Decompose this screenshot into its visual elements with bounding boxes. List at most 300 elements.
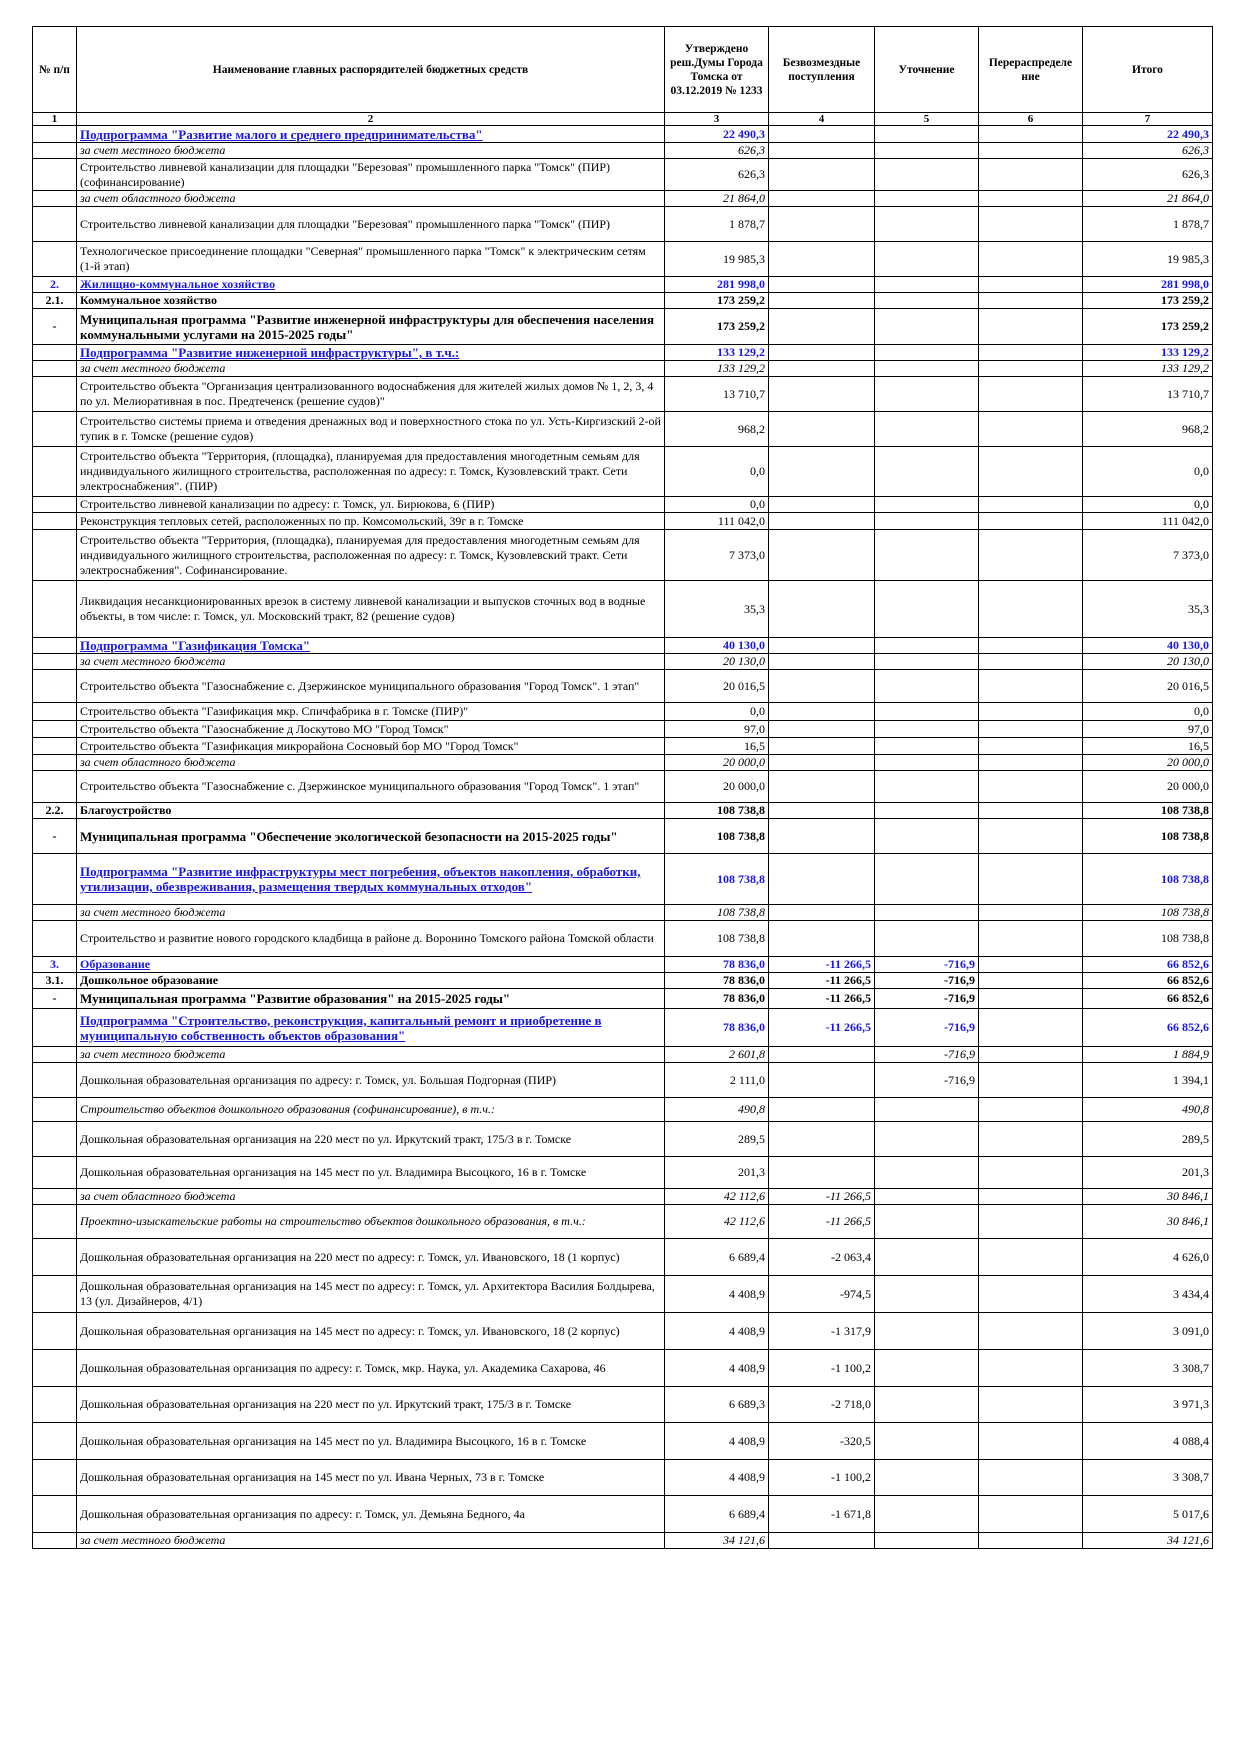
row-clarify-value [875, 1157, 979, 1189]
row-redistrib-value [979, 1387, 1083, 1423]
row-clarify-value [875, 497, 979, 513]
row-number [33, 854, 77, 905]
row-number [33, 1063, 77, 1098]
table-row [33, 377, 1213, 412]
header-num: № п/п [33, 27, 77, 113]
row-approved-value: 133 129,2 [665, 345, 769, 361]
row-number [33, 497, 77, 513]
row-grants-value: -11 266,5 [769, 1205, 875, 1239]
row-approved-value: 20 016,5 [665, 670, 769, 703]
row-name: Подпрограмма "Развитие инженерной инфраструктуры", в т.ч.: [77, 345, 665, 361]
row-grants-value [769, 1157, 875, 1189]
row-number [33, 581, 77, 638]
table-row [33, 159, 1213, 191]
row-grants-value [769, 530, 875, 581]
row-clarify-value [875, 513, 979, 530]
row-name: Строительство объекта "Газоснабжение с. Дзержинское муниципального образования "Город Томск". 1 этап" [77, 771, 665, 803]
row-name: Строительство ливневой канализации по адресу: г. Томск, ул. Бирюкова, 6 (ПИР) [77, 497, 665, 513]
row-clarify-value [875, 412, 979, 447]
row-number [33, 191, 77, 207]
row-redistrib-value [979, 497, 1083, 513]
table-row [33, 1205, 1213, 1239]
row-total-value: 66 852,6 [1083, 973, 1213, 989]
row-clarify-value [875, 377, 979, 412]
table-row [33, 1350, 1213, 1387]
row-redistrib-value [979, 581, 1083, 638]
row-total-value: 20 000,0 [1083, 771, 1213, 803]
row-clarify-value [875, 293, 979, 309]
row-redistrib-value [979, 721, 1083, 738]
row-clarify-value [875, 1239, 979, 1276]
row-grants-value: -1 317,9 [769, 1313, 875, 1350]
row-number [33, 1350, 77, 1387]
row-total-value: 173 259,2 [1083, 293, 1213, 309]
row-approved-value: 78 836,0 [665, 989, 769, 1009]
row-clarify-value: -716,9 [875, 973, 979, 989]
table-row [33, 721, 1213, 738]
row-grants-value [769, 654, 875, 670]
row-grants-value [769, 819, 875, 854]
row-approved-value: 173 259,2 [665, 309, 769, 345]
row-grants-value [769, 412, 875, 447]
row-clarify-value [875, 1423, 979, 1460]
row-approved-value: 289,5 [665, 1122, 769, 1157]
row-approved-value: 34 121,6 [665, 1533, 769, 1549]
table-row [33, 854, 1213, 905]
row-approved-value: 968,2 [665, 412, 769, 447]
row-redistrib-value [979, 989, 1083, 1009]
row-redistrib-value [979, 1205, 1083, 1239]
table-row [33, 1387, 1213, 1423]
row-clarify-value: -716,9 [875, 1063, 979, 1098]
row-grants-value [769, 377, 875, 412]
row-name: Коммунальное хозяйство [77, 293, 665, 309]
row-total-value: 30 846,1 [1083, 1189, 1213, 1205]
row-name: Муниципальная программа "Развитие инженерной инфраструктуры для обеспечения населения коммунальными услугами на 2015-2025 годы" [77, 309, 665, 345]
row-clarify-value [875, 1350, 979, 1387]
row-redistrib-value [979, 447, 1083, 497]
row-approved-value: 4 408,9 [665, 1276, 769, 1313]
table-row [33, 277, 1213, 293]
row-number [33, 143, 77, 159]
table-row [33, 957, 1213, 973]
row-redistrib-value [979, 1098, 1083, 1122]
row-grants-value [769, 497, 875, 513]
row-name: Подпрограмма "Газификация Томска" [77, 638, 665, 654]
row-total-value: 30 846,1 [1083, 1205, 1213, 1239]
row-name: Строительство объекта "Газификация мкр. Спичфабрика в г. Томске (ПИР)" [77, 703, 665, 721]
row-grants-value [769, 126, 875, 143]
row-clarify-value [875, 670, 979, 703]
row-total-value: 133 129,2 [1083, 361, 1213, 377]
row-number [33, 771, 77, 803]
row-name: за счет местного бюджета [77, 1533, 665, 1549]
row-grants-value [769, 207, 875, 242]
row-number: 2. [33, 277, 77, 293]
row-number [33, 1189, 77, 1205]
row-number: - [33, 309, 77, 345]
row-grants-value [769, 854, 875, 905]
row-grants-value: -2 718,0 [769, 1387, 875, 1423]
row-number [33, 447, 77, 497]
row-number [33, 242, 77, 277]
row-redistrib-value [979, 126, 1083, 143]
row-redistrib-value [979, 159, 1083, 191]
row-clarify-value [875, 1276, 979, 1313]
row-redistrib-value [979, 973, 1083, 989]
row-redistrib-value [979, 703, 1083, 721]
row-clarify-value [875, 738, 979, 755]
row-approved-value: 201,3 [665, 1157, 769, 1189]
row-redistrib-value [979, 530, 1083, 581]
table-row [33, 530, 1213, 581]
row-grants-value [769, 309, 875, 345]
row-name: Дошкольная образовательная организация на 145 мест по ул. Ивана Черных, 73 в г. Томске [77, 1460, 665, 1496]
table-row [33, 126, 1213, 143]
row-name: Муниципальная программа "Обеспечение экологической безопасности на 2015-2025 годы" [77, 819, 665, 854]
row-name: Строительство объекта "Территория, (площадка), планируемая для предоставления многодетным семьям для индивидуального жилищного строительства, расположенная по адресу: г. Томск, Кузовлевский тракт. Сети электроснабжения". Софинансирование. [77, 530, 665, 581]
row-grants-value [769, 755, 875, 771]
row-approved-value: 108 738,8 [665, 905, 769, 921]
row-grants-value [769, 703, 875, 721]
table-row [33, 1063, 1213, 1098]
row-total-value: 108 738,8 [1083, 854, 1213, 905]
row-number: - [33, 989, 77, 1009]
row-redistrib-value [979, 1496, 1083, 1533]
row-grants-value [769, 921, 875, 957]
header-redistrib: Перераспределе ние [979, 27, 1083, 113]
row-redistrib-value [979, 513, 1083, 530]
header-grants: Безвозмездные поступления [769, 27, 875, 113]
row-number [33, 530, 77, 581]
row-name: Подпрограмма "Строительство, реконструкция, капитальный ремонт и приобретение в муниципальную собственность объектов образования" [77, 1009, 665, 1047]
row-approved-value: 490,8 [665, 1098, 769, 1122]
row-clarify-value [875, 1387, 979, 1423]
colnum: 1 [33, 113, 77, 126]
row-clarify-value [875, 854, 979, 905]
row-clarify-value [875, 905, 979, 921]
row-total-value: 0,0 [1083, 497, 1213, 513]
row-grants-value [769, 159, 875, 191]
table-row [33, 1157, 1213, 1189]
row-clarify-value [875, 638, 979, 654]
row-approved-value: 42 112,6 [665, 1205, 769, 1239]
row-name: Дошкольная образовательная организация на 145 мест по ул. Владимира Высоцкого, 16 в г. Томске [77, 1157, 665, 1189]
row-grants-value: -1 100,2 [769, 1460, 875, 1496]
row-approved-value: 20 000,0 [665, 755, 769, 771]
row-total-value: 1 878,7 [1083, 207, 1213, 242]
header-name: Наименование главных распорядителей бюджетных средств [77, 27, 665, 113]
row-number [33, 921, 77, 957]
row-clarify-value [875, 361, 979, 377]
row-redistrib-value [979, 1239, 1083, 1276]
row-total-value: 40 130,0 [1083, 638, 1213, 654]
row-redistrib-value [979, 1533, 1083, 1549]
row-clarify-value [875, 755, 979, 771]
row-name: Строительство объекта "Газификация микрорайона Сосновый бор МО "Город Томск" [77, 738, 665, 755]
table-row [33, 819, 1213, 854]
row-approved-value: 21 864,0 [665, 191, 769, 207]
row-number [33, 1496, 77, 1533]
row-name: Реконструкция тепловых сетей, расположенных по пр. Комсомольский, 39г в г. Томске [77, 513, 665, 530]
row-total-value: 626,3 [1083, 159, 1213, 191]
row-grants-value [769, 513, 875, 530]
row-redistrib-value [979, 191, 1083, 207]
row-grants-value: -11 266,5 [769, 973, 875, 989]
row-total-value: 133 129,2 [1083, 345, 1213, 361]
row-redistrib-value [979, 670, 1083, 703]
row-grants-value [769, 1047, 875, 1063]
row-total-value: 108 738,8 [1083, 921, 1213, 957]
row-name: Дошкольная образовательная организация на 145 мест по адресу: г. Томск, ул. Архитектора Василия Болдырева, 13 (ул. Дизайнеров, 4/1) [77, 1276, 665, 1313]
row-redistrib-value [979, 143, 1083, 159]
row-name: Проектно-изыскательские работы на строительство объектов дошкольного образования, в т.ч.: [77, 1205, 665, 1239]
row-approved-value: 6 689,4 [665, 1496, 769, 1533]
table-row [33, 803, 1213, 819]
row-approved-value: 1 878,7 [665, 207, 769, 242]
row-grants-value: -974,5 [769, 1276, 875, 1313]
row-number [33, 670, 77, 703]
row-clarify-value [875, 803, 979, 819]
row-clarify-value [875, 207, 979, 242]
table-row [33, 191, 1213, 207]
row-clarify-value [875, 530, 979, 581]
row-clarify-value [875, 309, 979, 345]
row-approved-value: 22 490,3 [665, 126, 769, 143]
row-grants-value: -11 266,5 [769, 1189, 875, 1205]
row-number [33, 638, 77, 654]
row-name: за счет областного бюджета [77, 1189, 665, 1205]
row-total-value: 35,3 [1083, 581, 1213, 638]
row-grants-value [769, 638, 875, 654]
row-number [33, 1098, 77, 1122]
row-name: за счет местного бюджета [77, 143, 665, 159]
row-name: Строительство объектов дошкольного образования (софинансирование), в т.ч.: [77, 1098, 665, 1122]
column-number-row [33, 113, 1213, 126]
row-approved-value: 108 738,8 [665, 819, 769, 854]
table-row [33, 309, 1213, 345]
budget-page [32, 26, 1212, 1549]
row-total-value: 13 710,7 [1083, 377, 1213, 412]
row-name: Дошкольная образовательная организация по адресу: г. Томск, мкр. Наука, ул. Академика Сахарова, 46 [77, 1350, 665, 1387]
row-total-value: 20 000,0 [1083, 755, 1213, 771]
row-approved-value: 4 408,9 [665, 1460, 769, 1496]
row-number [33, 1313, 77, 1350]
row-name: Образование [77, 957, 665, 973]
row-redistrib-value [979, 1047, 1083, 1063]
table-row [33, 921, 1213, 957]
row-redistrib-value [979, 207, 1083, 242]
colnum: 3 [665, 113, 769, 126]
table-row [33, 989, 1213, 1009]
row-clarify-value [875, 126, 979, 143]
row-total-value: 3 971,3 [1083, 1387, 1213, 1423]
row-clarify-value: -716,9 [875, 957, 979, 973]
row-clarify-value [875, 654, 979, 670]
row-name: Дошкольная образовательная организация на 220 мест по адресу: г. Томск, ул. Ивановского, 18 (1 корпус) [77, 1239, 665, 1276]
row-total-value: 201,3 [1083, 1157, 1213, 1189]
row-total-value: 111 042,0 [1083, 513, 1213, 530]
row-number [33, 755, 77, 771]
row-grants-value: -2 063,4 [769, 1239, 875, 1276]
row-number [33, 1122, 77, 1157]
row-grants-value [769, 1122, 875, 1157]
row-approved-value: 281 998,0 [665, 277, 769, 293]
row-name: за счет областного бюджета [77, 191, 665, 207]
row-grants-value [769, 905, 875, 921]
row-total-value: 3 308,7 [1083, 1460, 1213, 1496]
row-clarify-value [875, 703, 979, 721]
row-approved-value: 2 111,0 [665, 1063, 769, 1098]
row-clarify-value [875, 1460, 979, 1496]
row-name: Муниципальная программа "Развитие образования" на 2015-2025 годы" [77, 989, 665, 1009]
row-approved-value: 42 112,6 [665, 1189, 769, 1205]
row-number [33, 905, 77, 921]
row-grants-value [769, 447, 875, 497]
header-row [33, 27, 1213, 113]
row-redistrib-value [979, 803, 1083, 819]
row-approved-value: 133 129,2 [665, 361, 769, 377]
row-total-value: 4 626,0 [1083, 1239, 1213, 1276]
row-total-value: 490,8 [1083, 1098, 1213, 1122]
row-approved-value: 111 042,0 [665, 513, 769, 530]
row-clarify-value [875, 1496, 979, 1533]
table-row [33, 654, 1213, 670]
row-clarify-value [875, 921, 979, 957]
row-total-value: 16,5 [1083, 738, 1213, 755]
row-clarify-value [875, 1189, 979, 1205]
row-grants-value: -11 266,5 [769, 957, 875, 973]
table-row [33, 361, 1213, 377]
row-clarify-value: -716,9 [875, 989, 979, 1009]
row-approved-value: 108 738,8 [665, 854, 769, 905]
row-redistrib-value [979, 654, 1083, 670]
row-grants-value: -11 266,5 [769, 1009, 875, 1047]
row-total-value: 5 017,6 [1083, 1496, 1213, 1533]
row-approved-value: 16,5 [665, 738, 769, 755]
row-clarify-value: -716,9 [875, 1009, 979, 1047]
table-row [33, 1533, 1213, 1549]
row-clarify-value [875, 191, 979, 207]
table-row [33, 1496, 1213, 1533]
row-approved-value: 4 408,9 [665, 1350, 769, 1387]
row-approved-value: 6 689,4 [665, 1239, 769, 1276]
row-approved-value: 7 373,0 [665, 530, 769, 581]
row-name: за счет областного бюджета [77, 755, 665, 771]
row-clarify-value [875, 159, 979, 191]
row-name: Строительство объекта "Газоснабжение с. Дзержинское муниципального образования "Город Томск". 1 этап" [77, 670, 665, 703]
row-grants-value [769, 361, 875, 377]
row-grants-value [769, 771, 875, 803]
row-redistrib-value [979, 1313, 1083, 1350]
row-clarify-value [875, 771, 979, 803]
row-grants-value [769, 242, 875, 277]
row-grants-value [769, 1063, 875, 1098]
table-row [33, 1313, 1213, 1350]
row-grants-value [769, 143, 875, 159]
row-number [33, 1276, 77, 1313]
row-number [33, 207, 77, 242]
row-total-value: 108 738,8 [1083, 803, 1213, 819]
table-row [33, 497, 1213, 513]
row-number [33, 654, 77, 670]
row-number [33, 1157, 77, 1189]
row-total-value: 3 308,7 [1083, 1350, 1213, 1387]
table-row [33, 771, 1213, 803]
row-name: Строительство и развитие нового городского кладбища в районе д. Воронино Томского района Томской области [77, 921, 665, 957]
table-row [33, 143, 1213, 159]
colnum: 4 [769, 113, 875, 126]
row-redistrib-value [979, 1460, 1083, 1496]
row-total-value: 20 016,5 [1083, 670, 1213, 703]
row-number: 2.2. [33, 803, 77, 819]
row-name: Строительство ливневой канализации для площадки "Березовая" промышленного парка "Томск" (ПИР) (софинансирование) [77, 159, 665, 191]
table-row [33, 1122, 1213, 1157]
row-redistrib-value [979, 1157, 1083, 1189]
colnum: 7 [1083, 113, 1213, 126]
row-clarify-value [875, 819, 979, 854]
row-redistrib-value [979, 921, 1083, 957]
row-redistrib-value [979, 1350, 1083, 1387]
row-number: 3. [33, 957, 77, 973]
row-name: Дошкольная образовательная организация по адресу: г. Томск, ул. Демьяна Бедного, 4а [77, 1496, 665, 1533]
row-redistrib-value [979, 854, 1083, 905]
row-number: 3.1. [33, 973, 77, 989]
row-redistrib-value [979, 309, 1083, 345]
row-redistrib-value [979, 345, 1083, 361]
row-approved-value: 40 130,0 [665, 638, 769, 654]
table-row [33, 447, 1213, 497]
row-name: за счет местного бюджета [77, 1047, 665, 1063]
row-clarify-value [875, 721, 979, 738]
row-approved-value: 6 689,3 [665, 1387, 769, 1423]
row-total-value: 108 738,8 [1083, 819, 1213, 854]
row-grants-value [769, 345, 875, 361]
row-name: Дошкольная образовательная организация по адресу: г. Томск, ул. Большая Подгорная (ПИР) [77, 1063, 665, 1098]
table-row [33, 738, 1213, 755]
row-total-value: 1 394,1 [1083, 1063, 1213, 1098]
row-redistrib-value [979, 1009, 1083, 1047]
table-row [33, 670, 1213, 703]
row-redistrib-value [979, 377, 1083, 412]
row-number [33, 1423, 77, 1460]
table-row [33, 1239, 1213, 1276]
row-approved-value: 97,0 [665, 721, 769, 738]
row-total-value: 7 373,0 [1083, 530, 1213, 581]
row-number [33, 1387, 77, 1423]
row-grants-value: -1 671,8 [769, 1496, 875, 1533]
row-grants-value [769, 738, 875, 755]
row-approved-value: 78 836,0 [665, 973, 769, 989]
header-total: Итого [1083, 27, 1213, 113]
row-name: Строительство объекта "Территория, (площадка), планируемая для предоставления многодетным семьям для индивидуального жилищного строительства, расположенная по адресу: г. Томск, Кузовлевский тракт. Сети электроснабжения". (ПИР) [77, 447, 665, 497]
row-total-value: 22 490,3 [1083, 126, 1213, 143]
table-row [33, 1276, 1213, 1313]
row-approved-value: 0,0 [665, 703, 769, 721]
colnum: 6 [979, 113, 1083, 126]
row-approved-value: 20 130,0 [665, 654, 769, 670]
row-total-value: 0,0 [1083, 703, 1213, 721]
row-clarify-value [875, 1205, 979, 1239]
table-row [33, 1460, 1213, 1496]
row-name: Подпрограмма "Развитие малого и среднего предпринимательства" [77, 126, 665, 143]
row-name: Дошкольная образовательная организация на 145 мест по ул. Владимира Высоцкого, 16 в г. Томске [77, 1423, 665, 1460]
table-row [33, 703, 1213, 721]
row-redistrib-value [979, 1189, 1083, 1205]
row-redistrib-value [979, 1122, 1083, 1157]
row-number [33, 412, 77, 447]
table-row [33, 1423, 1213, 1460]
